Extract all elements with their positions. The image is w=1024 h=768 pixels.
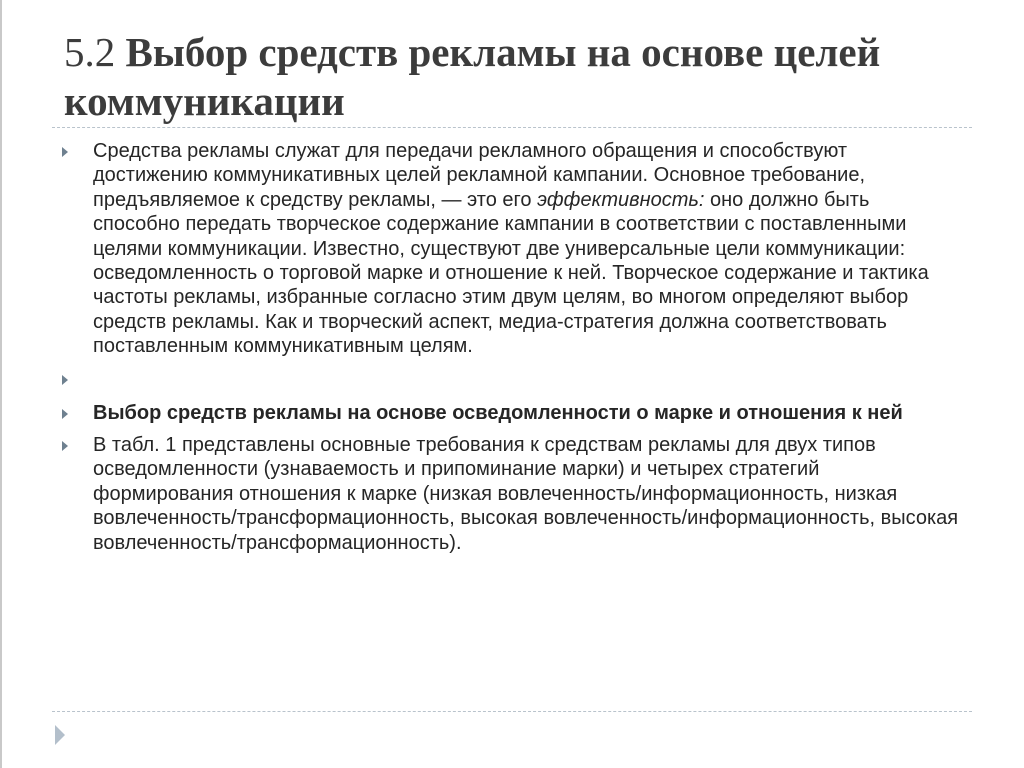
bullet-item-empty <box>60 367 960 391</box>
bullet-item <box>60 139 960 359</box>
slide-title <box>64 28 984 126</box>
bullet-arrow-icon <box>62 375 68 385</box>
slide-content <box>60 139 960 563</box>
footer-divider <box>52 711 972 712</box>
bullet-emphasis: эффективность: <box>537 188 705 211</box>
title-divider <box>52 127 972 128</box>
bullet-arrow-icon <box>62 409 68 419</box>
bullet-item-heading <box>60 401 960 425</box>
title-number: 5.2 <box>64 29 116 75</box>
bullet-text-part: оно должно быть способно передать творческое содержание кампании в соответствии с поставленными целями коммуникации. Известно, существуют две универсальные цели коммуникации: осведомленность о торговой марке и отношение к ней. Творческое содержание и тактика частоты рекламы, избранные согласно этим двум целям, во многом определяют выбор средств рекламы. Как и творческий аспект, медиа-стратегия должна соответствовать поставленным коммуникативным целям. <box>93 188 929 358</box>
title-text: Выбор средств рекламы на основе целей коммуникации <box>64 29 881 124</box>
bullet-item <box>60 433 960 555</box>
bullet-text: Выбор средств рекламы на основе осведомленности о марке и отношения к ней <box>93 401 903 424</box>
footer-arrow-icon <box>55 725 65 745</box>
bullet-arrow-icon <box>62 147 68 157</box>
bullet-arrow-icon <box>62 441 68 451</box>
bullet-text: В табл. 1 представлены основные требования к средствам рекламы для двух типов осведомленности (узнаваемость и припоминание марки) и четырех стратегий формирования отношения к марке (низкая вовлеченность/информационность, низкая вовлеченность/трансформационность, высокая вовлеченность/информационность, высокая вовлеченность/трансформационность). <box>93 434 959 554</box>
bullet-text-part: Средства рекламы служат для передачи рекламного обращения и способствуют достижению коммуникативных целей рекламной кампании. Основное требование, предъявляемое к средству рекламы, — это его <box>93 140 866 211</box>
